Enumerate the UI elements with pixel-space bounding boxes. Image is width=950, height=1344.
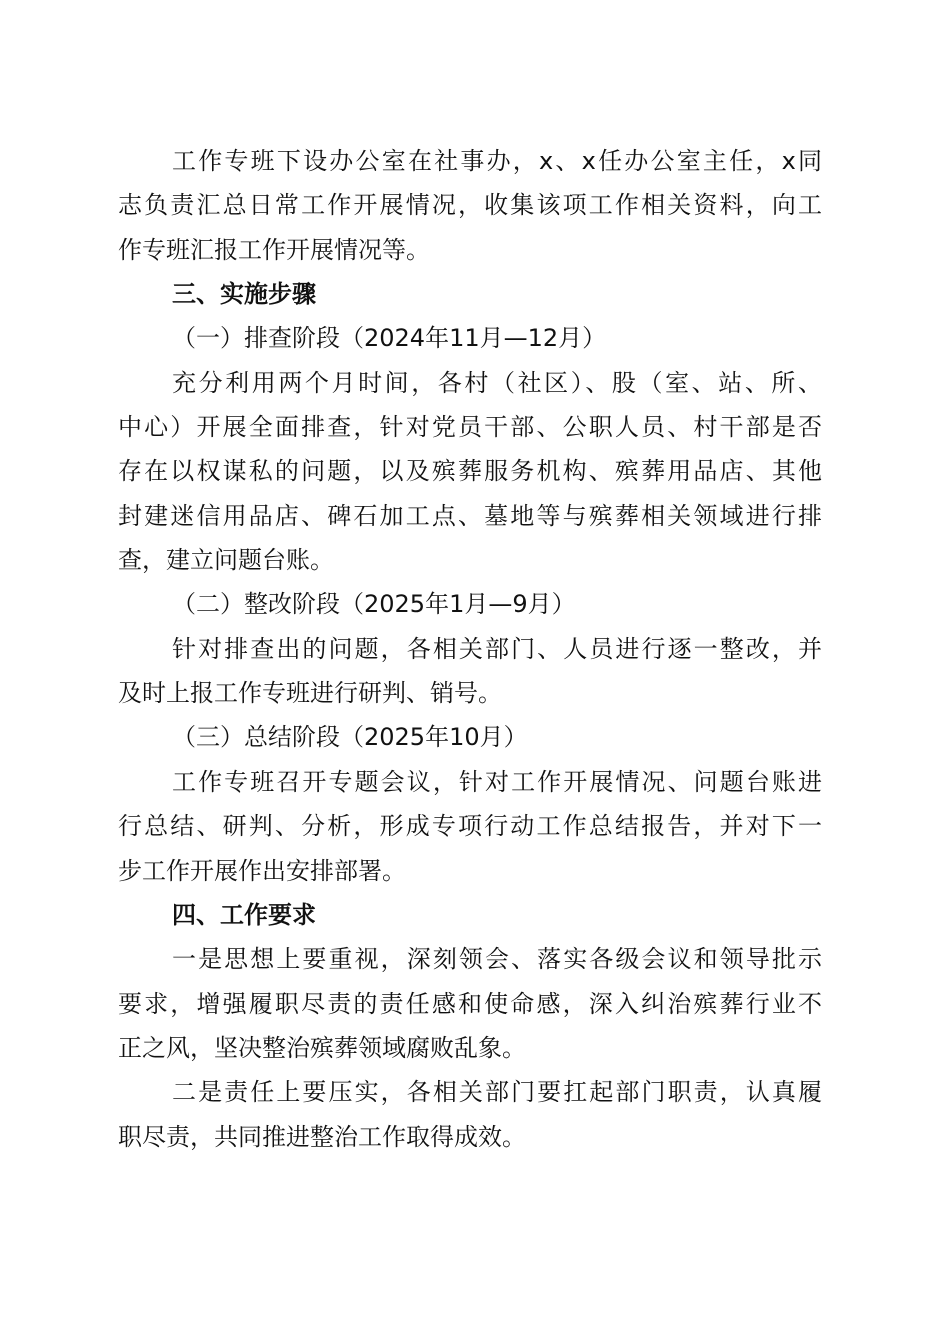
text-line: 查，建立问题台账。 (118, 546, 334, 575)
text-line: 步工作开展作出安排部署。 (118, 856, 406, 885)
text-line: 封建迷信用品店、碑石加工点、墓地等与殡葬相关领域进行排 (118, 501, 822, 530)
text-line: 一是思想上要重视，深刻领会、落实各级会议和领导批示 (172, 945, 822, 974)
text-line: （一）排查阶段（2024年11月—12月） (172, 324, 607, 353)
paragraph (118, 1070, 822, 1159)
text-line: 三、实施步骤 (172, 280, 316, 309)
text-line: 要求，增强履职尽责的责任感和使命感，深入纠治殡葬行业不 (118, 989, 822, 1018)
paragraph (118, 139, 822, 272)
text-line: 及时上报工作专班进行研判、销号。 (118, 679, 502, 708)
text-line: 充分利用两个月时间，各村（社区）、股（室、站、所、 (172, 368, 822, 397)
text-line: 作专班汇报工作开展情况等。 (118, 235, 430, 264)
text-line: 职尽责，共同推进整治工作取得成效。 (118, 1122, 526, 1151)
text-line: 中心）开展全面排查，针对党员干部、公职人员、村干部是否 (118, 413, 822, 442)
text-line: 正之风，坚决整治殡葬领域腐败乱象。 (118, 1033, 526, 1062)
text-line: （三）总结阶段（2025年10月） (172, 723, 528, 752)
text-line: （二）整改阶段（2025年1月—9月） (172, 590, 576, 619)
text-line: 志负责汇总日常工作开展情况，收集该项工作相关资料，向工 (118, 191, 822, 220)
text-line: 二是责任上要压实，各相关部门要扛起部门职责，认真履 (172, 1078, 822, 1107)
text-line: 工作专班下设办公室在社事办，x、x任办公室主任，x同 (172, 147, 822, 175)
subsection-heading (118, 715, 822, 759)
text-line: 针对排查出的问题，各相关部门、人员进行逐一整改，并 (172, 634, 822, 663)
section-heading (118, 893, 822, 937)
paragraph (118, 937, 822, 1070)
text-line: 行总结、研判、分析，形成专项行动工作总结报告，并对下一 (118, 812, 822, 841)
subsection-heading (118, 582, 822, 626)
document-page (118, 139, 822, 1159)
subsection-heading (118, 316, 822, 360)
paragraph (118, 760, 822, 893)
text-line: 四、工作要求 (172, 900, 316, 929)
section-heading (118, 272, 822, 316)
paragraph (118, 361, 822, 583)
paragraph (118, 627, 822, 716)
text-line: 存在以权谋私的问题，以及殡葬服务机构、殡葬用品店、其他 (118, 457, 822, 486)
text-line: 工作专班召开专题会议，针对工作开展情况、问题台账进 (172, 767, 822, 796)
